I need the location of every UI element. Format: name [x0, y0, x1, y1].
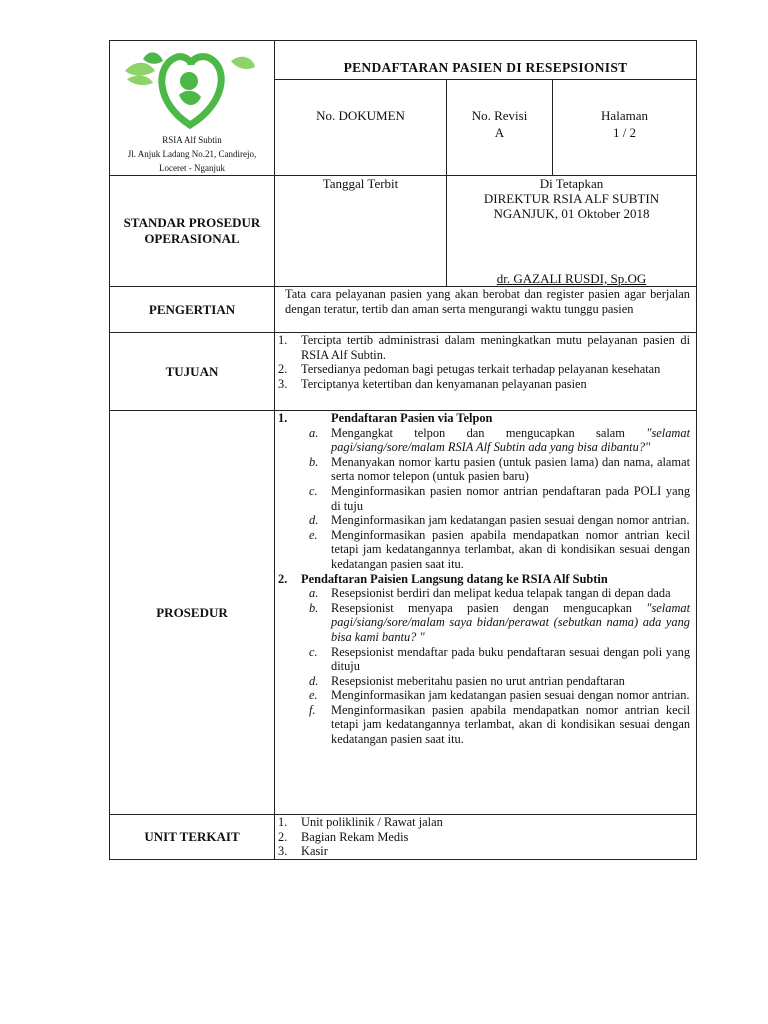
tanggal-terbit-label: Tanggal Terbit	[322, 176, 399, 191]
tujuan-list	[275, 333, 696, 391]
tempat-tanggal: NGANJUK, 01 Oktober 2018	[493, 206, 650, 221]
list-item: 3. Terciptanya ketertiban dan kenyamanan pelayanan pasien	[278, 376, 587, 391]
tanggal-terbit-cell	[275, 176, 447, 287]
halaman-value: 1 / 2	[612, 125, 637, 141]
list-item: b. Menanyakan nomor kartu pasien (untuk pasien lama) dan nama, alamat serta nomor telepon (untuk pasien baru)	[309, 454, 691, 484]
halaman-label: Halaman	[601, 108, 648, 124]
prosedur-section-2-title: 2. Pendaftaran Paisien Langsung datang ke RSIA Alf Subtin	[278, 571, 608, 586]
signatory-name: dr. GAZALI RUSDI, Sp.OG	[496, 271, 647, 286]
no-revisi-value: A	[494, 125, 505, 141]
list-item: a. Mengangkat telpon dan mengucapkan salam "selamat pagi/siang/sore/malam RSIA Alf Subtin ada yang bisa dibantu?"	[309, 425, 691, 455]
list-item: e. Menginformasikan pasien apabila mendapatkan nomor antrian kecil tetapi jam kedatangannya terlambat, akan di kondisikan sesuai dengan kedatangan pasien saat itu.	[309, 527, 691, 571]
ditetapkan-label: Di Tetapkan	[539, 176, 604, 191]
hospital-address-1: Jl. Anjuk Ladang No.21, Candirejo,	[127, 149, 257, 159]
prosedur-label: PROSEDUR	[110, 411, 275, 815]
unit-terkait-cell	[275, 815, 697, 860]
hospital-name: RSIA Alf Subtin	[162, 135, 222, 145]
pengertian-cell	[275, 287, 697, 333]
logo-cell	[110, 41, 275, 176]
tujuan-label: TUJUAN	[110, 333, 275, 411]
halaman-cell	[553, 80, 697, 176]
list-item: b. Resepsionist menyapa pasien dengan mengucapkan "selamat pagi/siang/sore/malam saya bidan/perawat (sebutkan nama) ada yang bisa kami bantu? "	[309, 600, 691, 644]
doc-title: PENDAFTARAN PASIEN DI RESEPSIONIST	[343, 60, 628, 76]
list-item: 3. Kasir	[278, 844, 328, 859]
list-item: a. Resepsionist berdiri dan melipat kedua telapak tangan di depan dada	[309, 586, 671, 601]
unit-terkait-list	[275, 815, 696, 859]
sop-document	[109, 40, 696, 860]
list-item: c. Menginformasikan pasien nomor antrian pendaftaran pada POLI yang di tuju	[309, 483, 691, 513]
spo-label: STANDAR PROSEDUR OPERASIONAL	[110, 176, 275, 287]
list-item: 2. Tersedianya pedoman bagi petugas terkait terhadap pelayanan kesehatan	[278, 362, 661, 377]
no-dokumen-cell	[275, 80, 447, 176]
tujuan-cell	[275, 333, 697, 411]
doc-title-cell	[275, 41, 697, 80]
list-item: e. Menginformasikan jam kedatangan pasien sesuai dengan nomor antrian.	[309, 688, 690, 703]
pengertian-label: PENGERTIAN	[110, 287, 275, 333]
hospital-logo-icon	[115, 43, 265, 133]
no-revisi-cell	[447, 80, 553, 176]
pengertian-text: Tata cara pelayanan pasien yang akan berobat dan register pasien agar berjalan dengan teratur, tertib dan aman serta mengurangi waktu tunggu pasien	[285, 287, 691, 316]
list-item: d. Resepsionist meberitahu pasien no urut antrian pendaftaran	[309, 673, 625, 688]
list-item: 2. Bagian Rekam Medis	[278, 829, 409, 844]
prosedur-section-1-list	[275, 426, 696, 572]
list-item: 1. Tercipta tertib administrasi dalam meningkatkan mutu pelayanan pasien di RSIA Alf Subtin.	[278, 333, 691, 362]
list-item: c. Resepsionist mendaftar pada buku pendaftaran sesuai dengan poli yang dituju	[309, 644, 691, 674]
unit-terkait-label: UNIT TERKAIT	[110, 815, 275, 860]
list-item: 1. Unit poliklinik / Rawat jalan	[278, 815, 443, 829]
hospital-address-2: Loceret - Nganjuk	[159, 163, 225, 173]
list-item: d. Menginformasikan jam kedatangan pasien sesuai dengan nomor antrian.	[309, 513, 690, 528]
sop-table	[109, 40, 697, 860]
ditetapkan-cell	[447, 176, 697, 287]
list-item: f. Menginformasikan pasien apabila mendapatkan nomor antrian kecil tetapi jam kedatangannya terlambat, akan di kondisikan sesuai dengan kedatangan pasien saat itu.	[309, 702, 691, 747]
direktur-label: DIREKTUR RSIA ALF SUBTIN	[483, 191, 660, 206]
prosedur-section-2-list	[275, 586, 696, 747]
prosedur-section-1-title: 1. Pendaftaran Pasien via Telpon	[278, 411, 493, 425]
no-revisi-label: No. Revisi	[471, 108, 528, 124]
prosedur-cell	[275, 411, 697, 815]
no-dokumen-label: No. DOKUMEN	[316, 108, 405, 124]
